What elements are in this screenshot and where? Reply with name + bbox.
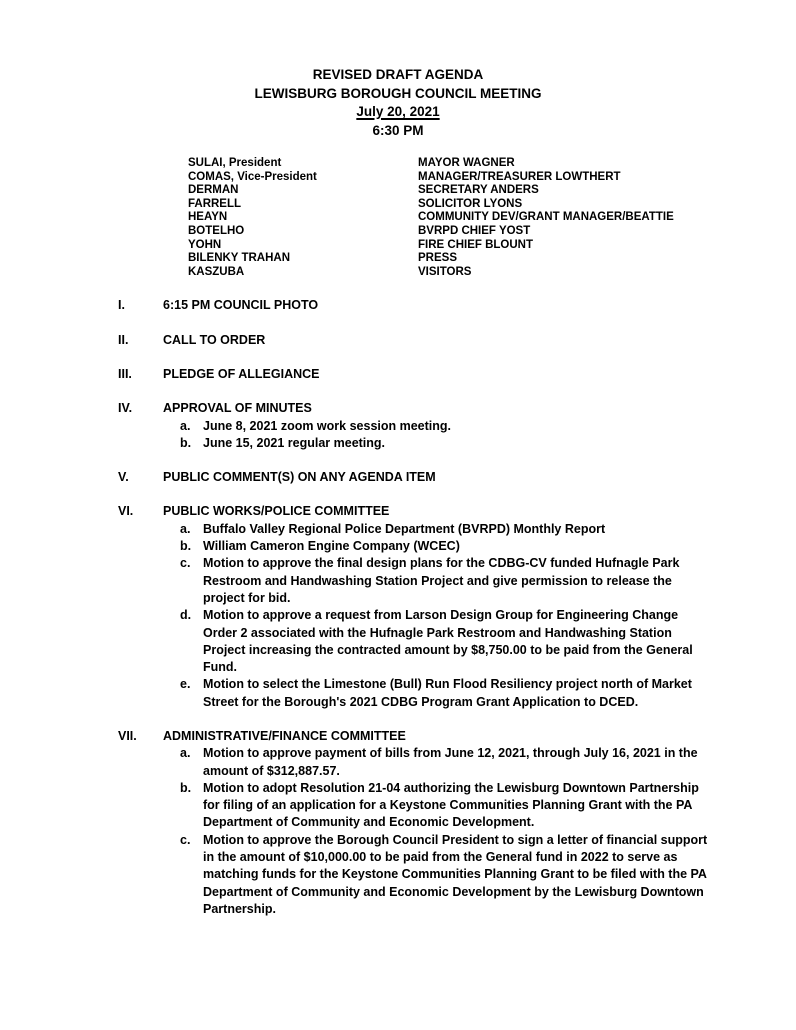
agenda-item [180,555,708,607]
attendee-name: MAYOR WAGNER [418,157,515,169]
item-text: Buffalo Valley Regional Police Department (BVRPD) Monthly Report [203,521,606,536]
document-title-line1: REVISED DRAFT AGENDA [312,67,484,82]
attendees-right-column [418,157,796,279]
item-letter: d. [180,608,192,623]
item-letter: c. [180,556,191,571]
attendee-name: FIRE CHIEF BLOUNT [418,238,533,251]
agenda-section [118,366,708,383]
attendee-name: SOLICITOR LYONS [418,197,523,210]
agenda-section-heading [118,366,708,383]
item-letter: b. [180,780,192,795]
agenda-section [118,332,708,349]
section-title: PLEDGE OF ALLEGIANCE [163,366,320,381]
section-title: CALL TO ORDER [163,332,266,347]
attendees-left-column [188,157,418,279]
agenda-list [0,297,796,918]
section-title: 6:15 PM COUNCIL PHOTO [163,298,319,313]
attendee-name: SULAI, President [188,157,282,169]
section-numeral: IV. [118,401,133,416]
item-letter: c. [180,832,191,847]
section-numeral: V. [118,470,129,485]
section-numeral: II. [118,332,129,347]
item-text: Motion to adopt Resolution 21-04 authorizing the Lewisburg Downtown Partnership for filing of an application for a Keystone Communities Planning Grant with the PA Department of Community and Economic Development. [203,780,699,830]
agenda-section [118,400,708,452]
item-letter: b. [180,539,192,554]
item-letter: a. [180,418,191,433]
attendee-name: DERMAN [188,184,239,197]
attendee-roster [0,157,796,279]
attendee-name: BILENKY TRAHAN [188,252,291,265]
agenda-item [180,745,708,780]
section-numeral: VII. [118,728,137,743]
item-text: Motion to select the Limestone (Bull) Run Flood Resiliency project north of Market Street for the Borough's 2021 CDBG Program Grant Application to DCED. [203,677,692,709]
agenda-section [118,728,708,918]
item-text: William Cameron Engine Company (WCEC) [203,539,460,554]
section-numeral: III. [118,366,132,381]
attendee-name: BOTELHO [188,224,245,237]
agenda-item [180,780,708,832]
agenda-item [180,676,708,711]
item-letter: b. [180,435,192,450]
item-text: Motion to approve the Borough Council President to sign a letter of financial support in the amount of $10,000.00 to be paid from the General fund in 2022 to serve as matching funds for the Keystone Communities Planning Grant to be filed with the PA Department of Community and Economic Development by the Lewisburg Downtown Partnership. [203,832,708,916]
item-text: June 8, 2021 zoom work session meeting. [203,418,452,433]
agenda-item [180,435,708,452]
attendee-name: KASZUBA [188,265,245,278]
agenda-section-heading [118,469,708,486]
agenda-section-heading [118,297,708,314]
document-header [0,0,796,140]
agenda-section [118,503,708,711]
agenda-item [180,607,708,676]
meeting-date: July 20, 2021 [356,104,440,119]
item-letter: e. [180,677,191,692]
agenda-section-heading [118,503,708,520]
item-text: Motion to approve the final design plans for the CDBG-CV funded Hufnagle Park Restroom and Handwashing Station Project and give permission to release the project for bid. [203,556,680,605]
agenda-section-heading [118,332,708,349]
document-title-line2: LEWISBURG BOROUGH COUNCIL MEETING [254,85,542,101]
agenda-section [118,469,708,486]
attendee-name: PRESS [418,252,457,265]
agenda-item [180,521,708,538]
agenda-item [180,418,708,435]
item-text: June 15, 2021 regular meeting. [203,435,386,450]
section-numeral: VI. [118,504,134,519]
attendee-name: VISITORS [418,265,472,278]
attendee-name: COMAS, Vice-President [188,170,317,183]
meeting-time: 6:30 PM [372,122,424,138]
agenda-section [118,297,708,314]
section-title: ADMINISTRATIVE/FINANCE COMMITTEE [163,728,406,743]
attendee-name: BVRPD CHIEF YOST [418,224,531,237]
section-title: APPROVAL OF MINUTES [163,401,312,416]
section-numeral: I. [118,298,125,313]
section-items [180,745,708,918]
section-items [180,418,708,453]
agenda-section-heading [118,400,708,417]
section-title: PUBLIC WORKS/POLICE COMMITTEE [163,504,390,519]
attendee-name: MANAGER/TREASURER LOWTHERT [418,170,621,183]
agenda-item [180,538,708,555]
item-text: Motion to approve payment of bills from June 12, 2021, through July 16, 2021 in the amount of $312,887.57. [203,746,698,778]
attendee-name: SECRETARY ANDERS [418,184,539,197]
attendee-name: HEAYN [188,211,228,224]
item-letter: a. [180,746,191,761]
item-letter: a. [180,521,191,536]
attendee-name: FARRELL [188,197,242,210]
agenda-section-heading [118,728,708,745]
attendee-name: COMMUNITY DEV/GRANT MANAGER/BEATTIE [418,211,674,224]
attendee-name: YOHN [188,238,222,251]
section-title: PUBLIC COMMENT(S) ON ANY AGENDA ITEM [163,470,436,485]
item-text: Motion to approve a request from Larson Design Group for Engineering Change Order 2 associated with the Hufnagle Park Restroom and Handwashing Station Project increasing the contracted amount by $8,750.00 to be paid from the General Fund. [203,608,693,675]
agenda-item [180,832,708,918]
section-items [180,521,708,711]
